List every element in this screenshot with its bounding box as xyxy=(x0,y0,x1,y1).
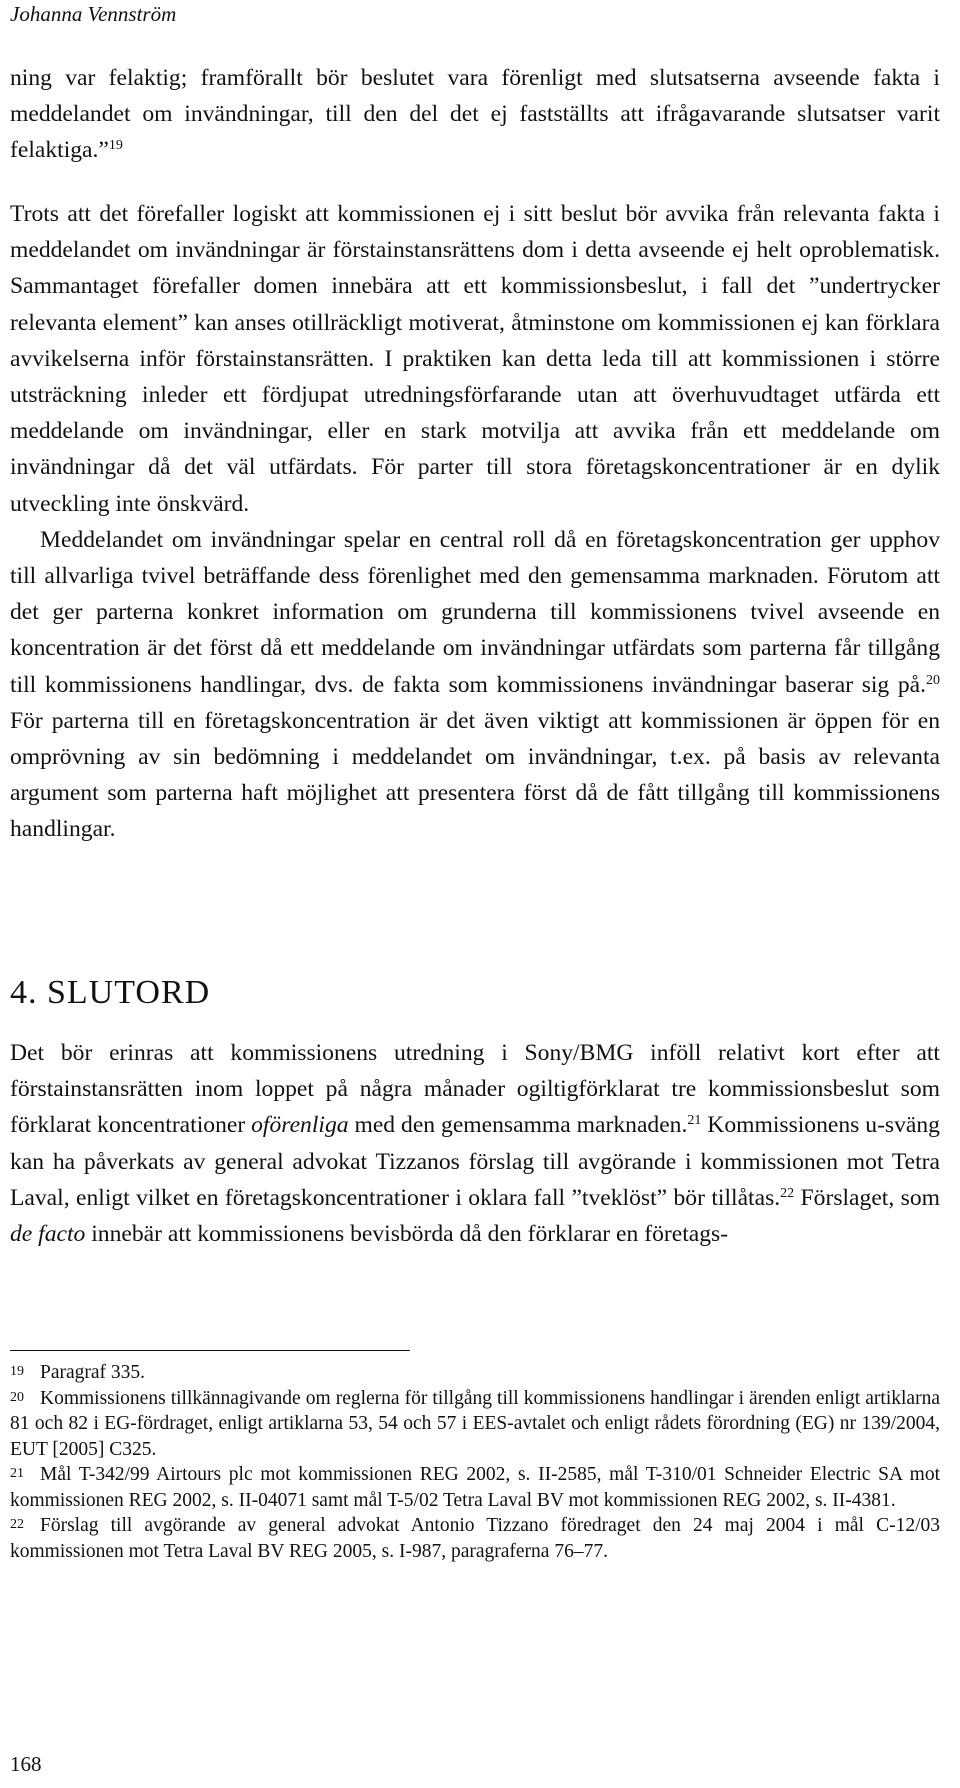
footnote-21 xyxy=(10,1462,940,1513)
footnote-number: 21 xyxy=(10,1466,24,1481)
paragraph-2: Trots att det förefaller logiskt att kommissionen ej i sitt beslut bör avvika från relevanta fakta i meddelandet om invändningar är förstainstansrättens dom i detta avseende ej helt oproblematisk. Sammantaget förefaller domen innebära att ett kommissionsbeslut, i fall det ”undertrycker relevanta element” kan anses otillräckligt motiverat, åtminstone om kommissionen ej kan förklara avvikelserna inför förstainstansrätten. I praktiken kan detta leda till att kommissionen i större utsträckning inleder ett fördjupat utredningsförfarande utan att överhuvudtaget utfärda ett meddelande om invändningar, eller en stark motvilja att avvika från ett meddelande om invändningar då det väl utfärdats. För parter till stora företagskoncentrationer är en dylik utveckling inte önskvärd. xyxy=(10,201,940,517)
footnote-19 xyxy=(10,1360,940,1386)
footnote-20 xyxy=(10,1386,940,1463)
paragraph-3-text-b: För parterna till en företagskoncentration är det även viktigt att kommissionen är öppen för en omprövning av sin bedömning i meddelandet om invändningar, t.ex. på basis av relevanta argument som parterna haft möjlighet att presentera först då de fått tillgång till kommissionens handlingar. xyxy=(10,707,940,843)
paragraph-1-text: ning var felaktig; framförallt bör beslutet vara förenligt med slutsatserna avseende fakta i meddelandet om invändningar, till den del det ej fastställts att ifrågavarande slutsatser varit felaktiga.” xyxy=(10,65,940,164)
footnote-number: 19 xyxy=(10,1364,24,1379)
paragraph-4-text-a: Det bör erinras att kommissionens utredning i Sony/BMG inföll relativt kort efter att förstainstansrätten inom loppet på några månader ogiltigförklarat tre kommissionsbeslut som förklarat koncentrationer xyxy=(10,1040,940,1139)
paragraph-4-text-c: Kommissionens u-sväng kan ha påverkats av general advokat Tizzanos förslag till avgörande i kommissionen mot Tetra Laval, enligt vilket en företagskoncentrationer i oklara fall ”tveklöst” bör tillåtas. xyxy=(10,1112,940,1211)
footnotes xyxy=(10,1360,940,1564)
footnote-22 xyxy=(10,1513,940,1564)
paragraph-4-text-b: med den gemensamma marknaden. xyxy=(348,1112,688,1139)
body-block-1 xyxy=(10,60,940,169)
paragraph-4-italic-a: oförenliga xyxy=(251,1112,349,1139)
paragraph-3-text-a: Meddelandet om invändningar spelar en central roll då en företagskoncentration ger upphov till allvarliga tvivel beträffande dess förenlighet med den gemensamma marknaden. Förutom att det ger parterna konkret information om grunderna till kommissionens tvivel avseende en koncentration är det först då ett meddelande om invändningar utfärdats som parterna får tillgång till kommissionens handlingar, dvs. de fakta som kommissionens invändningar baserar sig på. xyxy=(10,526,940,698)
paragraph-1 xyxy=(10,60,940,169)
footnote-text: Förslag till avgörande av general advokat Antonio Tizzano föredraget den 24 maj 2004 i mål C-12/03 kommissionen mot Tetra Laval BV REG 2005, s. I-987, paragraferna 76–77. xyxy=(10,1515,940,1562)
paragraph-4-text-d: Förslaget, som xyxy=(794,1184,940,1211)
footnote-text: Kommissionens tillkännagivande om reglerna för tillgång till kommissionens handlingar i ärenden enligt artiklarna 81 och 82 i EG-fördraget, enligt artiklarna 53, 54 och 57 i EES-avtalet och enligt rådets förordning (EG) nr 139/2004, EUT [2005] C325. xyxy=(10,1387,940,1460)
paragraph-4-italic-b: de facto xyxy=(10,1221,86,1248)
footnote-ref-21[interactable]: 21 xyxy=(687,1113,702,1129)
footnote-separator xyxy=(10,1350,410,1351)
page-number: 168 xyxy=(10,1752,42,1776)
footnote-ref-20[interactable]: 20 xyxy=(926,672,940,688)
footnote-ref-22[interactable]: 22 xyxy=(780,1185,795,1201)
footnote-ref-19[interactable]: 19 xyxy=(108,138,123,154)
section-heading: 4. SLUTORD xyxy=(10,974,211,1011)
paragraph-3 xyxy=(10,522,940,848)
body-block-2 xyxy=(10,196,940,848)
paragraph-4 xyxy=(10,1035,940,1252)
footnote-number: 22 xyxy=(10,1517,24,1532)
footnote-number: 20 xyxy=(10,1389,24,1405)
paragraph-4-text-e: innebär att kommissionens bevisbörda då den förklarar en företags- xyxy=(85,1221,729,1248)
running-head: Johanna Vennström xyxy=(10,2,177,26)
footnote-text: Paragraf 335. xyxy=(40,1362,146,1383)
body-block-3 xyxy=(10,1035,940,1252)
footnote-text: Mål T-342/99 Airtours plc mot kommissionen REG 2002, s. II-2585, mål T-310/01 Schneider Electric SA mot kommissionen REG 2002, s. II-04071 samt mål T-5/02 Tetra Laval BV mot kommissionen REG 2002, s. II-4381. xyxy=(10,1464,940,1511)
